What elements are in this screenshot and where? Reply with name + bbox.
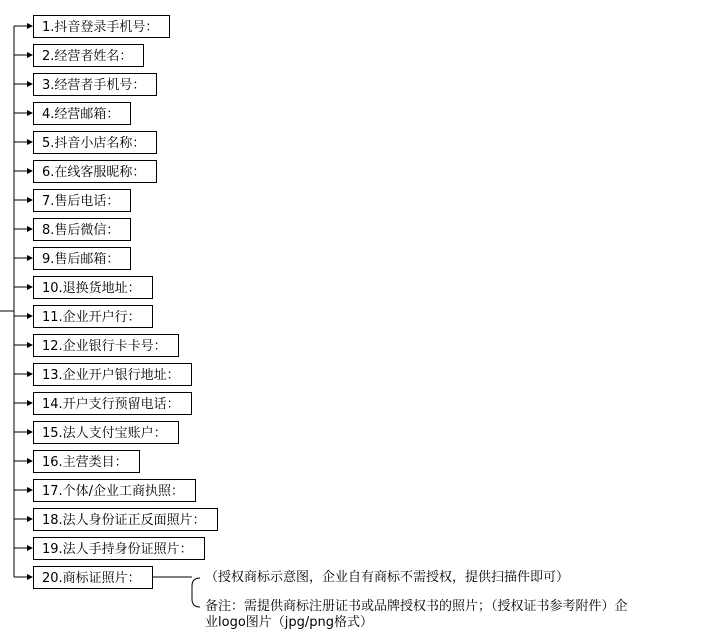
item-label: 7.售后电话： <box>42 194 120 209</box>
item-label: 17.个体/企业工商执照： <box>42 484 185 499</box>
item-label: 6.在线客服昵称： <box>42 165 146 180</box>
item-label: 4.经营邮箱： <box>42 107 120 122</box>
item-label: 1.抖音登录手机号： <box>42 20 159 35</box>
arrow-icon <box>27 197 33 203</box>
note-bracket <box>192 578 200 607</box>
item-label: 19.法人手持身份证照片： <box>42 542 193 557</box>
note-line-1: （授权商标示意图，企业自有商标不需授权，提供扫描件即可） <box>205 570 570 585</box>
item-label: 16.主营类目： <box>42 455 128 470</box>
arrow-icon <box>27 23 33 29</box>
arrow-icon <box>27 400 33 406</box>
arrow-icon <box>27 342 33 348</box>
item-label: 5.抖音小店名称： <box>42 136 146 151</box>
item-label: 15.法人支付宝账户： <box>42 426 167 441</box>
item-label: 12.企业银行卡卡号： <box>42 339 167 354</box>
arrow-icon <box>27 255 33 261</box>
note-line-3: 业logo图片（jpg/png格式） <box>205 615 374 630</box>
arrow-icon <box>27 516 33 522</box>
item-label: 18.法人身份证正反面照片： <box>42 513 206 528</box>
arrow-icon <box>27 226 33 232</box>
item-label: 20.商标证照片： <box>42 571 141 586</box>
item-label: 9.售后邮箱： <box>42 252 120 267</box>
item-label: 11.企业开户行： <box>42 310 141 325</box>
arrow-icon <box>27 52 33 58</box>
item-label: 10.退换货地址： <box>42 281 141 296</box>
arrow-icon <box>27 110 33 116</box>
arrow-icon <box>27 313 33 319</box>
arrow-icon <box>27 168 33 174</box>
arrow-icon <box>27 574 33 580</box>
item-label: 2.经营者姓名： <box>42 49 133 64</box>
item-label: 14.开户支行预留电话： <box>42 397 180 412</box>
arrow-icon <box>27 371 33 377</box>
note-line-2: 备注：需提供商标注册证书或品牌授权书的照片；（授权证书参考附件）企 <box>205 599 628 614</box>
item-boxes <box>34 16 218 589</box>
arrow-icon <box>27 487 33 493</box>
arrow-icon <box>27 458 33 464</box>
item-label: 8.售后微信： <box>42 223 120 238</box>
arrow-icon <box>27 81 33 87</box>
arrow-icon <box>27 545 33 551</box>
item-label: 3.经营者手机号： <box>42 78 146 93</box>
arrow-icon <box>27 429 33 435</box>
arrow-icon <box>27 284 33 290</box>
item-label: 13.企业开户银行地址： <box>42 368 180 383</box>
arrow-icon <box>27 139 33 145</box>
